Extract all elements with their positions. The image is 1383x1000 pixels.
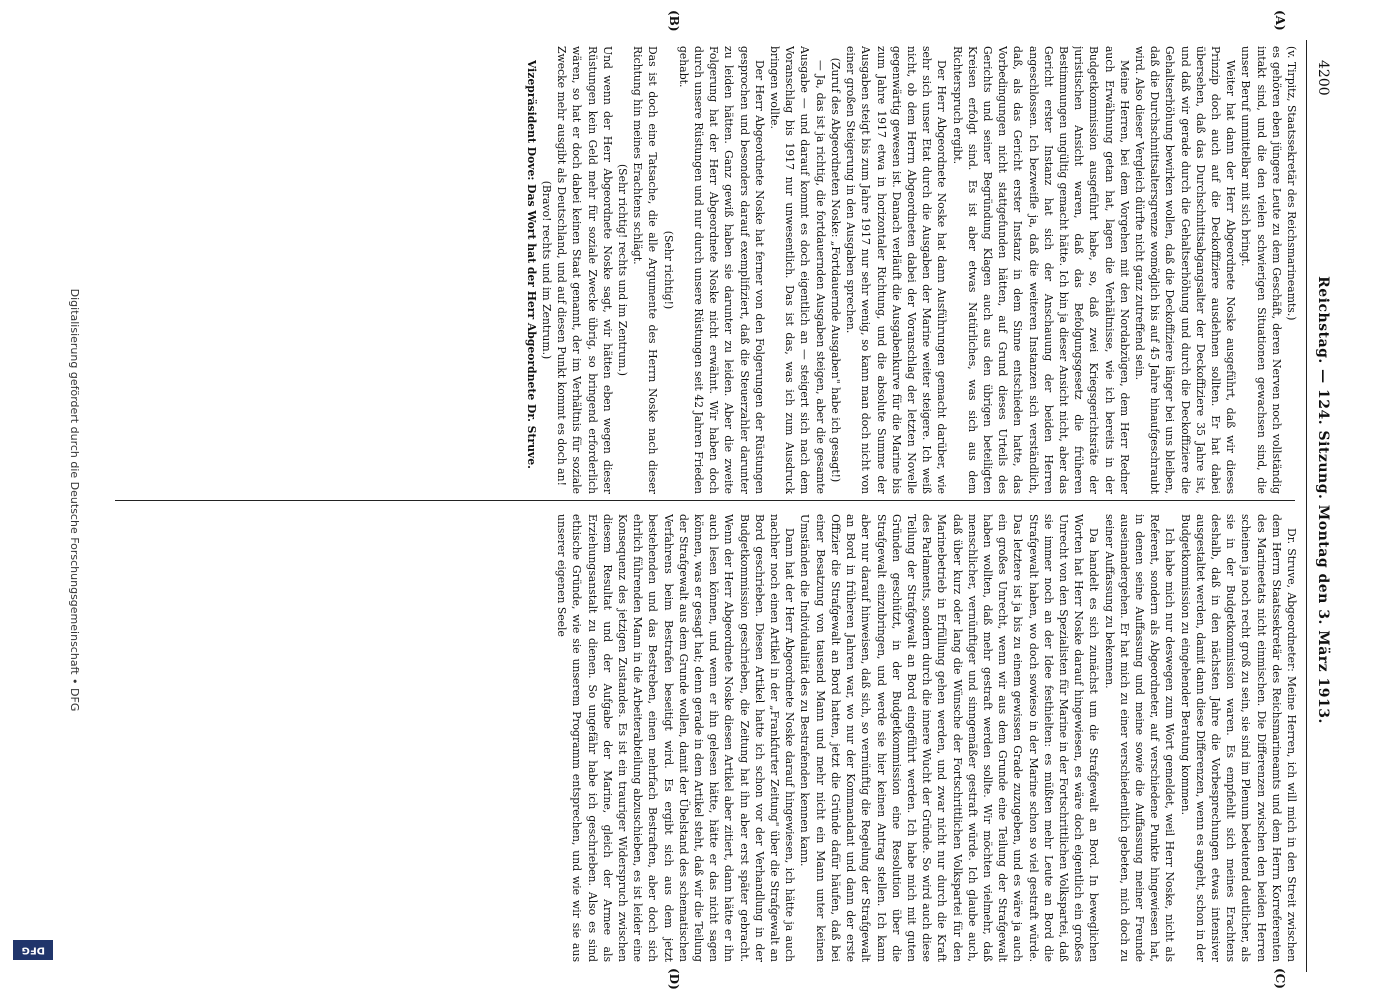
right-column xyxy=(109,514,1299,962)
column-divider xyxy=(115,500,1295,501)
margin-marker-a: (A) xyxy=(1273,10,1287,31)
margin-marker-c: (C) xyxy=(1273,968,1287,989)
paragraph: es gehören eben jüngere Leute zu dem Geschäft, deren Nerven noch vollständig intakt sind, und die den vielen schwierigen Situationen gewachsen sind, die unser Beruf unmittelbar mit sich bringt. xyxy=(1239,46,1283,494)
paragraph: Der Herr Abgeordnete Noske hat ferner von den Folgerungen der Rüstungen gesprochen und besonders darauf exemplifiziert, daß die Steuerzahler darunter zu leiden hätten. Ganz gewiß haben sie darunter zu leiden. Aber die zweite Folgerung hat der Herr Abgeordnete Noske nicht erwähnt. Wir haben doch durch unsere Rüstungen und nur durch unsere Rüstungen seit 42 Jahren Frieden gehabt. xyxy=(676,46,766,494)
paragraph: — Ja, das ist ja richtig, die fortdauernden Ausgaben steigen, aber die gesamte Ausgabe — und darauf kommt es doch eigentlich an — steigert sich nach dem Voranschlag bis 1917 nur unwesentlich. Das ist das, was ich zum Ausdruck bringen wollte. xyxy=(768,46,827,494)
page-number: 4200 xyxy=(1315,60,1331,96)
left-column xyxy=(109,46,1299,494)
paragraph: Ich habe mich nur deswegen zum Wort gemeldet, weil Herr Noske, nicht als Referent, sondern als Abgeordneter, auf verschiedene Punkte hingewiesen hat, in denen seine Auffassung und meine sowie die Auffassung meiner Freunde auseinandergehen. Er hat mich zu einer verschiedentlich gebeten, mich doch zu seiner Auffassung zu bekennen. xyxy=(1102,514,1177,962)
digitization-credit: Digitalisierung gefördert durch die Deutsche Forschungsgemeinschaft • DFG xyxy=(68,288,81,712)
page-title: Reichstag. — 124. Sitzung. Montag den 3. März 1913. xyxy=(1315,276,1331,724)
paragraph: Dr. Struve, Abgeordneter: Meine Herren, ich will mich in den Streit zwischen dem Herrn Staatssekretär des Reichsmarineamts und dem Herrn Korreferenten des Marineetats nicht einmischen. Die Differenzen zwischen den beiden Herren scheinen ja noch recht groß zu sein, sie sind im Plenum bedeutend deutlicher, als sie in der Budgetkommission waren. Es empfiehlt sich meines Erachtens deshalb, daß in den nächsten Jahre die Vorbesprechungen etwas intensiver ausgestaltet werden, damit dann diese Differenzen, wenn es angeht, schon in der Budgetkommission zu eingehender Beratung kommen. xyxy=(1178,514,1298,962)
closing-line: Vizepräsident Dove: Das Wort hat der Herr Abgeordnete Dr. Struve. xyxy=(524,60,538,469)
paragraph: Und wenn der Herr Abgeordnete Noske sagt, wir hätten eben wegen dieser Rüstungen kein Geld mehr für soziale Zwecke übrig, so bringend erforderlich wären, so hat er doch dabei keinen Staat genannt, der im Verhältnis für soziale Zwecke mehr ausgibt als Deutschland, und auf diesen Punkt kommt es doch an! xyxy=(555,46,614,494)
paragraph: Weiter hat dann der Herr Abgeordnete Noske ausgeführt, daß wir dieses Prinzip doch auch auf die Deckoffiziere ausdehnen sollten. Er hat dabei übersehen, daß das Durchschnittsabgangsalter der Deckoffiziere 35 Jahre ist, und daß wir gerade durch die Gehaltserhöhung und durch die Deckoffiziere die Gehaltserhöhung bewirken wollen, daß die Deckoffiziere länger bei uns bleiben, daß die Durchschnittsaltersgrenze womöglich bis auf 45 Jahre hinaufgeschraubt wird. Also dieser Vergleich dürfte nicht ganz zutreffend sein. xyxy=(1132,46,1238,494)
paragraph: Da handelt es sich zunächst um die Strafgewalt an Bord. In beweglichen Worten hat Herr Noske darauf hingewiesen, es wäre doch eigentlich ein großes Unrecht von den Spezialisten für Marine in der Fortschrittlichen Volkspartei, daß sie immer noch an der Idee festhielten: es müßten mehr Leute an Bord die Strafgewalt haben, wo doch sowieso in der Marine schon so viel gestraft würde. Das letztere ist ja bis zu einem gewissen Grade zuzugeben, und es wäre ja auch ein großes Unrecht, wenn wir aus dem Grunde eine Teilung der Strafgewalt haben wollten, daß mehr gestraft werden sollte. Wir möchten vielmehr, daß menschlicher, vernünftiger und sinngemäßer gestraft würde. Ich glaube auch, daß über kurz oder lang die Wünsche der Fortschrittlichen Volkspartei für den Marinebetrieb in Erfüllung gehen werden, und zwar nicht nur durch die Kraft des Parlaments, sondern durch die innere Wucht der Gründe. So wird auch diese Teilung der Strafgewalt an Bord eingeführt werden. Ich habe mich mit guten Gründen geschützt, in der Budgetkommission eine Resolution über die Strafgewalt einzubringen, und werde sie hier keinen Antrag stellen. Ich kann aber nur darauf hinweisen, daß sich, so vernünftig die Regelung der Strafgewalt an Bord in früheren Jahren war, wo nur der Kommandant und dann der erste Offizier die Strafgewalt an Bord hatten, jetzt die Gründe dafür häufen, daß bei einer Besatzung von tausend Mann und mehr nicht ein Mann unter keinen Umständen die Individualität des zu Bestrafenden kennen kann. xyxy=(798,514,1101,962)
speaker-note: (v. Tirpitz, Staatssekretär des Reichsmarineamts.) xyxy=(1285,46,1298,321)
header-rule xyxy=(1306,40,1307,972)
paragraph: Der Herr Abgeordnete Noske hat dann Ausführungen gemacht darüber, wie sehr sich unser Etat durch die Ausgaben der Marine weiter steigere. Ich weiß nicht, ob dem Herrn Abgeordneten dabei der Voranschlag der letzten Novelle gegenwärtig gewesen ist. Danach verläuft die Ausgabenkurve für die Marine bis zum Jahre 1917 etwa in horizontaler Richtung, und die absolute Summe der Ausgaben steigt bis zum Jahre 1917 nur sehr wenig, so kann man doch nicht von einer großen Steigerung in den Ausgaben sprechen. xyxy=(844,46,949,494)
margin-marker-d: (D) xyxy=(667,968,681,990)
interjection: (Sehr richtig! rechts und im Zentrum.) xyxy=(616,163,630,377)
paragraph: Meine Herren, bei dem Vorgehen mit den Nordabzügen, dem Herr Redner auch Erwähnung getan hat, lagen die Verhältnisse, wie ich bereits in der Budgetkommission ausgeführt habe, so, daß zwei Kriegsgerichtsräte der juristischen Ansicht waren, daß das Befolgungsgesetz die früheren Bestimmungen ungültig gemacht hätte. Ich bin ja dieser Ansicht nicht, aber das Gericht erster Instanz hat sich der Anschauung der beiden Herren angeschlossen. Ich bezweifle ja, daß die weiteren Instanzen sich verständlich, daß, als das Gericht erster Instanz in dem Sinne entschieden hatte, das Vorbedingungen nicht stattgefunden hätten, auf Grund dieses Urteils des Gerichts und seiner Begründung Klagen auch aus den übrigen beteiligten Kreisen erfolgt sind. Es ist aber etwas Natürliches, was sich aus dem Richterspruch ergibt. xyxy=(950,46,1131,494)
interjection: (Bravo! rechts und im Zentrum.) xyxy=(540,180,554,360)
interjection: (Zuruf des Abgeordneten Noske: „Fortdauernde Ausgaben" habe ich gesagt!) xyxy=(828,57,842,483)
paragraph: Das ist doch eine Tatsache, die alle Argumente des Herrn Noske nach dieser Richtung hin meines Erachtens schlägt. xyxy=(631,46,660,494)
interjection: (Sehr richtig!) xyxy=(661,230,675,310)
margin-marker-b: (B) xyxy=(667,10,681,32)
dfg-logo: DFG xyxy=(13,940,53,960)
paragraph: Dann hat der Herr Abgeordnete Noske darauf hingewiesen, ich hätte ja auch nachher noch einen Artikel in der „Frankfurter Zeitung" über die Strafgewalt an Bord geschrieben. Diesen Artikel hatte ich schon vor der Verhandlung in der Budgetkommission geschrieben, die Zeitung hat ihn aber erst später gebracht. Wenn der Herr Abgeordnete Noske diesen Artikel aber zitiert, dann hätte er ihn auch lesen können, und wenn er ihn gelesen hätte, hätte er das nicht sagen können, was er gesagt hat; denn gerade in dem Artikel steht, daß wir die Teilung der Strafgewalt aus dem Grunde wollen, damit der Übelstand des schematischen Verfahrens beim Bestrafen beseitigt wird. Es ergibt sich aus dem jetzt bestehenden und das Bestreben, einen mehrfach Bestraften, aber doch sich ehrlich führenden Mann in die Arbeiterabteilung abzuschieben, es ist leider eine Konsequenz des jetzigen Zustandes. Es ist ein trauriger Widerspruch zwischen diesem Resultat und der Aufgabe der Marine, gleich der Armee als Erziehungsanstalt zu dienen. So ungefähr habe ich geschrieben. Also es sind ethische Gründe, wie sie unserem Programm entsprechen, und wie wir sie aus unserer eigenen Seele xyxy=(555,514,797,962)
